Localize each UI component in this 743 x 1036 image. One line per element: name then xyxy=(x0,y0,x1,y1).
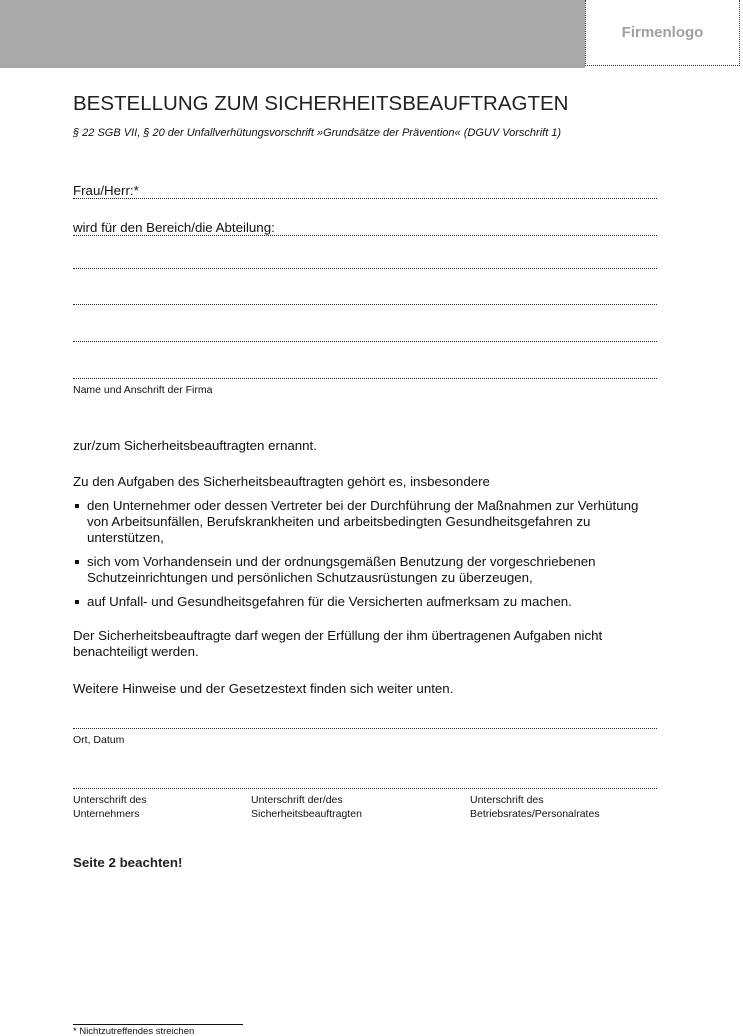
further-info-text: Weitere Hinweise und der Gesetzestext finden sich weiter unten. xyxy=(73,681,454,696)
place-date-caption: Ort, Datum xyxy=(73,734,125,746)
place-date-field[interactable] xyxy=(73,728,657,729)
caption-line: Betriebsrates/Personalrates xyxy=(470,808,600,820)
appointed-text: zur/zum Sicherheitsbeauftragten ernannt. xyxy=(73,438,317,453)
caption-line: Unterschrift der/des xyxy=(251,794,343,806)
signature-field[interactable] xyxy=(73,788,657,789)
person-label: Frau/Herr:* xyxy=(73,183,139,198)
company-field-line-3[interactable] xyxy=(73,378,657,379)
company-field-line-2[interactable] xyxy=(73,341,657,342)
person-field[interactable] xyxy=(73,198,657,199)
caption-line: Unterschrift des xyxy=(73,794,147,806)
no-disadvantage-text: Der Sicherheitsbeauftragte darf wegen der Erfüllung der ihm übertragenen Aufgaben nicht benachteiligt werden. xyxy=(73,628,603,659)
department-field-line-2[interactable] xyxy=(73,268,657,269)
legal-reference: § 22 SGB VII, § 20 der Unfallverhütungsvorschrift »Grundsätze der Prävention« (DGUV Vorschrift 1) xyxy=(73,127,562,139)
company-caption: Name und Anschrift der Firma xyxy=(73,384,213,396)
footnote-divider xyxy=(73,1024,243,1025)
caption-line: Unternehmers xyxy=(73,808,140,820)
company-field-line-1[interactable] xyxy=(73,304,657,305)
caption-line: Sicherheitsbeauftragten xyxy=(251,808,362,820)
department-label: wird für den Bereich/die Abteilung: xyxy=(73,220,275,235)
page-2-note: Seite 2 beachten! xyxy=(73,855,183,870)
tasks-intro: Zu den Aufgaben des Sicherheitsbeauftragten gehört es, insbesondere xyxy=(73,474,490,489)
caption-line: Unterschrift des xyxy=(470,794,544,806)
list-item: den Unternehmer oder dessen Vertreter bei der Durchführung der Maßnahmen zur Verhütung von Arbeitsunfällen, Berufskrankheiten und arbeitsbedingten Gesundheitsgefahren zu unterstützen, xyxy=(73,498,653,546)
logo-placeholder: Firmenlogo xyxy=(585,0,740,66)
officer-signature-caption xyxy=(251,793,441,821)
tasks-list xyxy=(73,498,653,618)
council-signature-caption xyxy=(470,793,660,821)
list-item: sich vom Vorhandensein und der ordnungsgemäßen Benutzung der vorgeschriebenen Schutzeinrichtungen und persönlichen Schutzausrüstungen zu überzeugen, xyxy=(73,554,653,586)
department-field[interactable] xyxy=(73,235,657,236)
header-band xyxy=(0,0,585,68)
page-title: BESTELLUNG ZUM SICHERHEITSBEAUFTRAGTEN xyxy=(73,92,569,115)
employer-signature-caption xyxy=(73,793,263,821)
list-item: auf Unfall- und Gesundheitsgefahren für die Versicherten aufmerksam zu machen. xyxy=(73,594,653,610)
footnote: * Nichtzutreffendes streichen xyxy=(73,1026,195,1036)
